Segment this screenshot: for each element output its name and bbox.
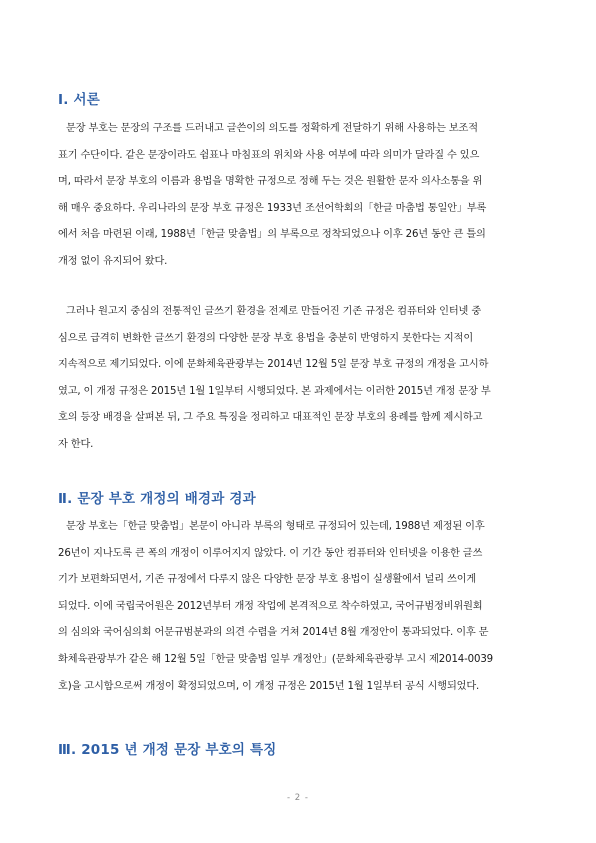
paragraph-line: 였고, 이 개정 규정은 2015년 1월 1일부터 시행되었다. 본 과제에서는 이러한 2015년 개정 문장 부: [58, 385, 491, 397]
paragraph: [58, 299, 542, 459]
paragraph-line: 문장 부호는「한글 맞춤법」본문이 아니라 부록의 형태로 규정되어 있는데, 1988년 제정된 이후: [66, 521, 485, 532]
paragraph-line: 26년이 지나도록 큰 폭의 개정이 이루어지지 않았다. 이 기간 동안 컴퓨터와 인터넷을 이용한 글쓰: [58, 547, 483, 559]
paragraph: [58, 514, 542, 700]
paragraph-line: 표기 수단이다. 같은 문장이라도 쉼표나 마침표의 위치와 사용 여부에 따라 의미가 달라질 수 있으: [58, 149, 480, 161]
paragraph-line: 개정 없이 유지되어 왔다.: [58, 255, 168, 267]
paragraph-line: 되었다. 이에 국립국어원은 2012년부터 개정 작업에 본격적으로 착수하였고, 국어규범정비위원회: [58, 600, 483, 612]
paragraph-line: 호의 등장 배경을 살펴본 뒤, 그 주요 특징을 정리하고 대표적인 문장 부호의 용례를 함께 제시하고: [58, 412, 483, 424]
paragraph-line: 기가 보편화되면서, 기존 규정에서 다루지 않은 다양한 문장 부호 용법이 실생활에서 널리 쓰이게: [58, 574, 477, 586]
section-heading-background: Ⅱ. 문장 부호 개정의 배경과 경과: [58, 491, 256, 507]
paragraph-line: 심으로 급격히 변화한 글쓰기 환경의 다양한 문장 부호 용법을 충분히 반영하지 못한다는 지적이: [58, 332, 474, 344]
paragraph-line: 화체육관광부가 같은 해 12월 5일「한글 맞춤법 일부 개정안」(문화체육관광부 고시 제2014-0039: [58, 653, 493, 665]
section-heading-introduction: Ⅰ. 서론: [58, 92, 100, 108]
paragraph-line: 에서 처음 마련된 이래, 1988년「한글 맞춤법」의 부록으로 정착되었으나 이후 26년 동안 큰 틀의: [58, 229, 486, 241]
paragraph-line: 며, 따라서 문장 부호의 이름과 용법을 명확한 규정으로 정해 두는 것은 원활한 문자 의사소통을 위: [58, 176, 483, 188]
paragraph-line: 지속적으로 제기되었다. 이에 문화체육관광부는 2014년 12월 5일 문장 부호 규정의 개정을 고시하: [58, 359, 489, 371]
paragraph-line: 자 한다.: [58, 438, 94, 450]
page-number: - 2 -: [287, 793, 309, 803]
paragraph-line: 의 심의와 국어심의회 어문규범분과의 의견 수렴을 거쳐 2014년 8월 개정안이 통과되었다. 이후 문: [58, 627, 489, 639]
paragraph: [58, 116, 542, 276]
section-heading-features: Ⅲ. 2015 년 개정 문장 부호의 특징: [58, 742, 277, 758]
paragraph-line: 호)을 고시함으로써 개정이 확정되었으며, 이 개정 규정은 2015년 1월 1일부터 공식 시행되었다.: [58, 680, 480, 692]
paragraph-line: 문장 부호는 문장의 구조를 드러내고 글쓴이의 의도를 정확하게 전달하기 위해 사용하는 보조적: [66, 123, 478, 134]
paragraph-line: 그러나 원고지 중심의 전통적인 글쓰기 환경을 전제로 만들어진 기존 규정은 컴퓨터와 인터넷 중: [66, 306, 482, 317]
paragraph-line: 해 매우 중요하다. 우리나라의 문장 부호 규정은 1933년 조선어학회의「한글 마춤법 통일안」부록: [58, 202, 487, 214]
